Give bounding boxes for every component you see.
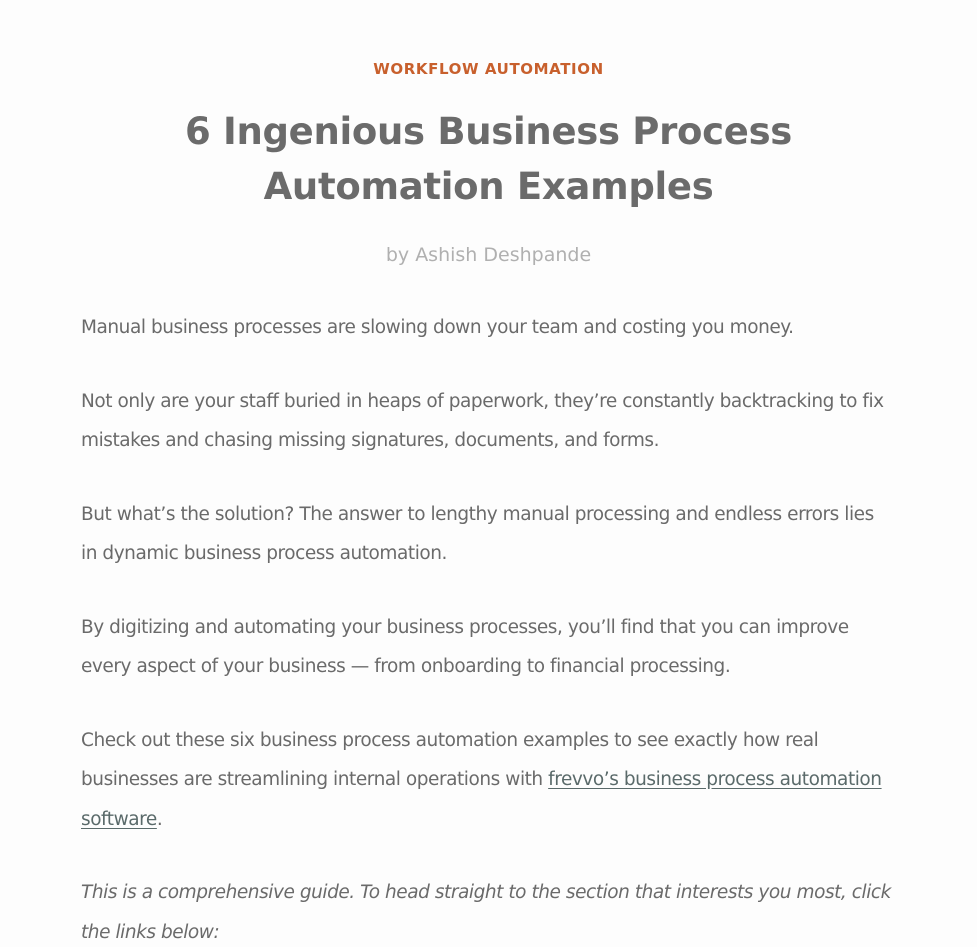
paragraph: Not only are your staff buried in heaps of paperwork, they’re constantly backtracking to fix mistakes and chasing missing signatures, documents, and forms. — [81, 390, 884, 451]
category-link[interactable]: WORKFLOW AUTOMATION — [373, 60, 604, 78]
paragraph: Manual business processes are slowing down your team and costing you money. — [81, 317, 794, 338]
paragraph-text: Check out these six business process automation examples to see exactly how real businesses are streamlining internal operations with — [81, 729, 819, 790]
paragraph-text: . — [156, 808, 163, 830]
article-body — [81, 308, 891, 947]
product-link[interactable]: frevvo’s business process automation software — [81, 769, 882, 830]
page-title: 6 Ingenious Business Process Automation Examples — [184, 110, 793, 208]
guide-note: This is a comprehensive guide. To head straight to the section that interests you most, click the links below: — [81, 882, 891, 943]
paragraph-with-link — [81, 721, 891, 840]
author-byline: by Ashish Deshpande — [385, 244, 592, 266]
paragraph: But what’s the solution? The answer to lengthy manual processing and endless errors lies in dynamic business process automation. — [81, 503, 874, 564]
paragraph: By digitizing and automating your business processes, you’ll find that you can improve every aspect of your business — from onboarding to financial processing. — [81, 616, 849, 677]
